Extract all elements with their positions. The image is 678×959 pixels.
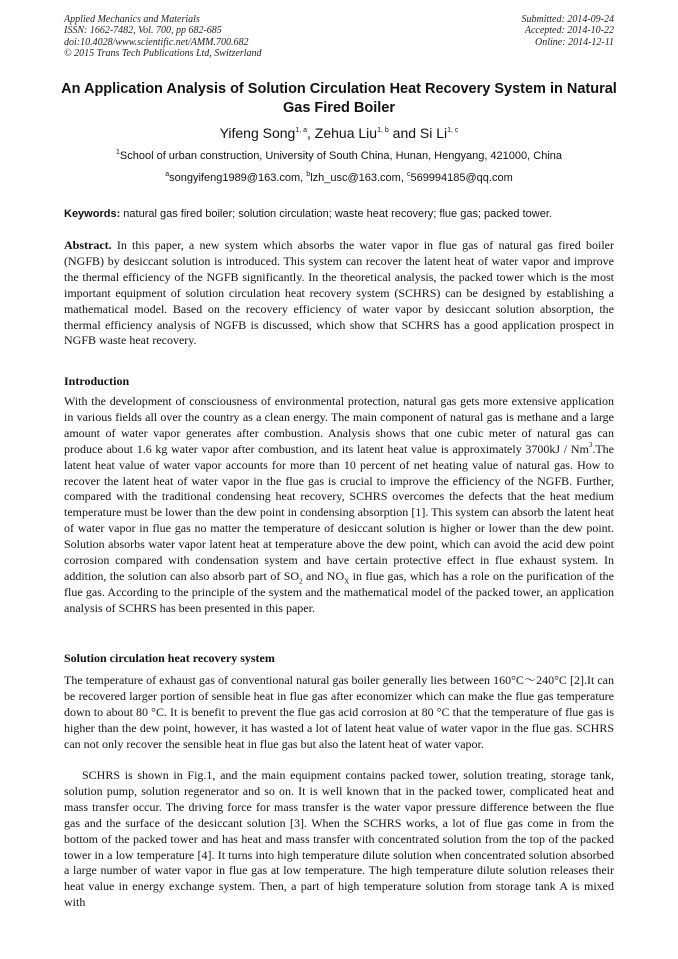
journal-copyright: © 2015 Trans Tech Publications Ltd, Switzerland bbox=[64, 48, 262, 60]
email-link[interactable]: lzh_usc@163.com, bbox=[310, 172, 407, 184]
section-paragraph: The temperature of exhaust gas of conventional natural gas boiler generally lies between 160°C～240°C [2].It can be recovered larger portion of sensible heat in flue gas after economizer which can make the flue gas temperature down to about 80 °C. It is benefit to prevent the flue gas acid corrosion at 80 °C that the temperature of flue gas is higher than the dew point, however, it has wasted a lot of latent heat value of water vapor in the flue gas. SCHRS can not only recover the sensible heat in flue gas but also the latent heat of water vapor. bbox=[64, 673, 614, 751]
online-date: Online: 2014-12-11 bbox=[535, 36, 614, 48]
chemical-subscript: 2 bbox=[299, 577, 303, 586]
paragraph-text: .The latent heat value of water vapor accounts for more than 10 percent of net heating value of natural gas. How to recover the latent heat of water vapor in the flue gas is crucial to improve the efficiency of the NGFB. Further, compared with the traditional condensing heat recovery, SCHRS overcomes the defects that the heat medium temperature must be lower than the dew point in condensing absorption [1]. This system can absorb the latent heat of water vapor in flue gas no matter the temperature of desiccant solution is higher or lower than the dew point. Solution absorbs water vapor latent heat at temperature above the dew point, which can avoid the acid dew point corrosion compared with condensation system and have certain protective effect in flue exhaust system. In addition, the solution can also absorb part of SO bbox=[64, 441, 614, 583]
author-superscript: 1, b bbox=[377, 126, 389, 134]
email-link[interactable]: 569994185@qq.com bbox=[410, 172, 513, 184]
email-superscript: c bbox=[406, 170, 411, 178]
affiliation-superscript: 1 bbox=[115, 148, 120, 156]
author-superscript: 1, c bbox=[447, 126, 459, 134]
chemical-subscript: X bbox=[344, 577, 350, 586]
author-emails bbox=[0, 171, 678, 185]
journal-issn: ISSN: 1662-7482, Vol. 700, pp 682-685 bbox=[64, 25, 222, 37]
email-superscript: a bbox=[165, 170, 170, 178]
accepted-date: Accepted: 2014-10-22 bbox=[524, 25, 614, 37]
affiliation bbox=[0, 149, 678, 163]
paragraph-text: With the development of consciousness of environmental protection, natural gas gets more extensive application in various fields all over the country as a clean energy. The main component of natural gas is methane and a large amount of water vapor generates after combustion. Analysis shows that one cubic meter of natural gas can produce about 1.6 kg water vapor after combustion, and its latent heat value is approximately 3700kJ / Nm bbox=[64, 394, 614, 456]
abstract-text: In this paper, a new system which absorbs the water vapor in flue gas of natural gas fired boiler (NGFB) by desiccant solution is introduced. This system can recover the latent heat of water vapor and improve the thermal efficiency of the NGFB significantly. In the theoretical analysis, the packed tower which is the most important equipment of solution circulation heat recovery system (SCHRS) can be designed by establishing a mathematical model. Based on the recovery efficiency of water vapor by desiccant solution absorption, the thermal efficiency analysis of NGFB is discussed, which show that SCHRS has a good application prospect in NGFB waste heat recovery. bbox=[64, 238, 614, 348]
introduction-paragraph bbox=[64, 394, 614, 617]
author-superscript: 1, a bbox=[295, 126, 308, 134]
email-superscript: b bbox=[306, 170, 311, 178]
author-name: Yifeng Song bbox=[219, 125, 296, 141]
section-heading-solution-circulation: Solution circulation heat recovery system bbox=[64, 651, 275, 665]
paragraph-text: in flue gas, which has a role on the purification of the flue gas. According to the principle of the system and the mathematical model of the packed tower, an application analysis of SCHRS has been presented in this paper. bbox=[64, 568, 614, 615]
author-separator: , bbox=[307, 125, 315, 141]
section-paragraph: SCHRS is shown in Fig.1, and the main equipment contains packed tower, solution treating, storage tank, solution pump, solution regenerator and so on. It is well known that in the packed tower, complicated heat and mass transfer occur. The driving force for mass transfer is the water vapor pressure difference between the flue gas and the surface of the desiccant solution [3]. When the SCHRS works, a lot of flue gas come in from the bottom of the packed tower and has heat and mass transfer with concentrated solution from the top of the packed tower in a low temperature [4]. It turns into high temperature dilute solution when concentrated solution absorbed a large number of water vapor in flue gas at low temperature. The high temperature dilute solution releases their heat value in energy exchange system. Then, a part of high temperature solution from storage tank A is mixed with bbox=[64, 768, 614, 910]
keywords bbox=[64, 207, 619, 221]
author-name: Si Li bbox=[419, 125, 448, 141]
journal-header bbox=[64, 14, 262, 60]
author-list bbox=[0, 124, 678, 142]
keywords-label: Keywords: bbox=[64, 208, 121, 220]
submitted-date: Submitted: 2014-09-24 bbox=[521, 14, 614, 25]
publication-dates bbox=[522, 14, 615, 48]
paragraph-text: and NO bbox=[302, 568, 345, 583]
unit-superscript: 3 bbox=[588, 441, 593, 450]
journal-name: Applied Mechanics and Materials bbox=[64, 14, 200, 25]
keywords-text: natural gas fired boiler; solution circulation; waste heat recovery; flue gas; packed tower. bbox=[120, 208, 552, 220]
section-heading-introduction: Introduction bbox=[64, 374, 130, 388]
author-name: Zehua Liu bbox=[314, 125, 378, 141]
paper-title: An Application Analysis of Solution Circulation Heat Recovery System in Natural Gas Fired Boiler bbox=[61, 81, 617, 116]
abstract-label: Abstract. bbox=[64, 238, 112, 252]
abstract bbox=[64, 238, 614, 349]
author-separator: and bbox=[388, 125, 420, 141]
journal-doi: doi:10.4028/www.scientific.net/AMM.700.682 bbox=[64, 36, 249, 48]
email-link[interactable]: songyifeng1989@163.com, bbox=[169, 172, 307, 184]
affiliation-text: School of urban construction, University of South China, Hunan, Hengyang, 421000, China bbox=[119, 150, 562, 162]
